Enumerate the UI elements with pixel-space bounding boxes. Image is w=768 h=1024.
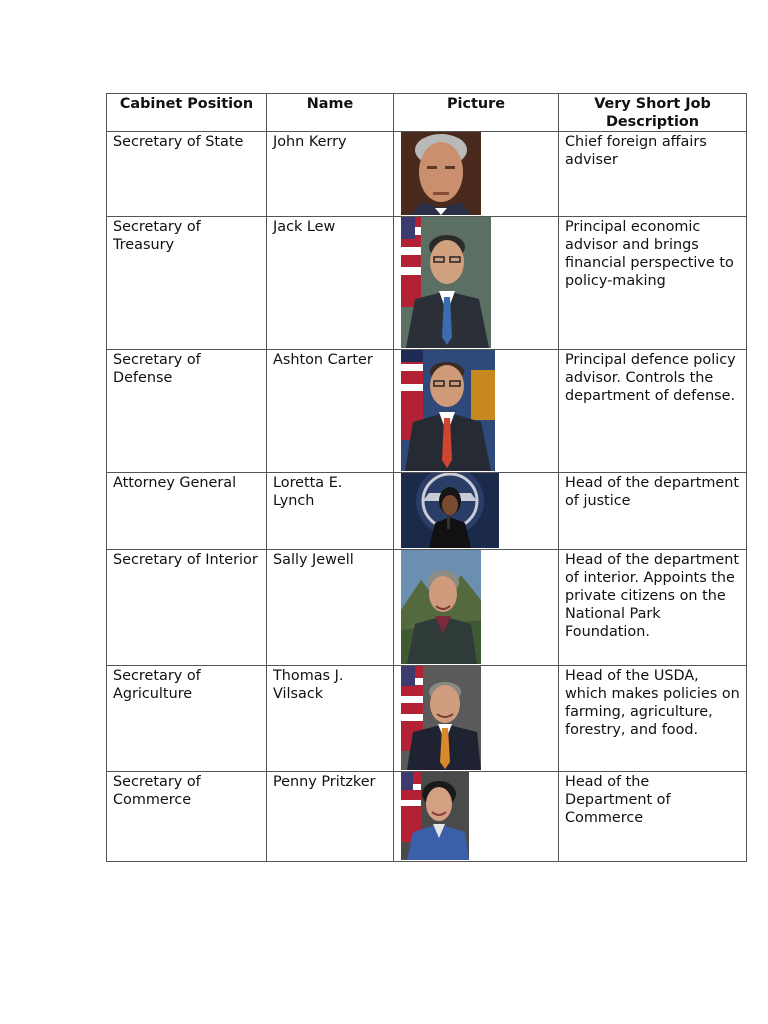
picture-cell (394, 350, 559, 473)
cabinet-position-cell: Attorney General (107, 473, 267, 550)
picture-cell (394, 217, 559, 350)
name-cell: Penny Pritzker (267, 772, 394, 862)
cabinet-position-cell: Secretary of Agriculture (107, 666, 267, 772)
cabinet-table (106, 93, 747, 862)
job-description-cell: Head of the Department of Commerce (559, 772, 747, 862)
picture-cell (394, 473, 559, 550)
cabinet-position-cell: Secretary of State (107, 132, 267, 217)
name-cell: Loretta E. Lynch (267, 473, 394, 550)
job-description-cell: Head of the department of interior. Appoints the private citizens on the National Park Foundation. (559, 550, 747, 666)
portrait-icon (401, 772, 558, 860)
cabinet-position-cell: Secretary of Treasury (107, 217, 267, 350)
job-description-cell: Principal defence policy advisor. Controls the department of defense. (559, 350, 747, 473)
picture-cell (394, 132, 559, 217)
portrait-icon (401, 473, 558, 548)
header-picture: Picture (394, 94, 559, 132)
picture-cell (394, 666, 559, 772)
name-cell: Thomas J. Vilsack (267, 666, 394, 772)
portrait-icon (401, 350, 558, 471)
cabinet-position-cell: Secretary of Commerce (107, 772, 267, 862)
portrait-icon (401, 666, 558, 770)
header-name: Name (267, 94, 394, 132)
name-cell: John Kerry (267, 132, 394, 217)
table-row (107, 473, 747, 550)
portrait-icon (401, 550, 558, 664)
table-row (107, 350, 747, 473)
name-cell: Jack Lew (267, 217, 394, 350)
header-job-description: Very Short Job Description (559, 94, 747, 132)
job-description-cell: Head of the USDA, which makes policies on farming, agriculture, forestry, and food. (559, 666, 747, 772)
job-description-cell: Head of the department of justice (559, 473, 747, 550)
table-row (107, 550, 747, 666)
cabinet-position-cell: Secretary of Interior (107, 550, 267, 666)
table-header-row (107, 94, 747, 132)
portrait-icon (401, 217, 558, 348)
cabinet-position-cell: Secretary of Defense (107, 350, 267, 473)
table-row (107, 666, 747, 772)
header-cabinet-position: Cabinet Position (107, 94, 267, 132)
table-row (107, 772, 747, 862)
picture-cell (394, 550, 559, 666)
name-cell: Ashton Carter (267, 350, 394, 473)
table-row (107, 217, 747, 350)
portrait-icon (401, 132, 558, 215)
picture-cell (394, 772, 559, 862)
job-description-cell: Principal economic advisor and brings financial perspective to policy-making (559, 217, 747, 350)
name-cell: Sally Jewell (267, 550, 394, 666)
table-row (107, 132, 747, 217)
job-description-cell: Chief foreign affairs adviser (559, 132, 747, 217)
